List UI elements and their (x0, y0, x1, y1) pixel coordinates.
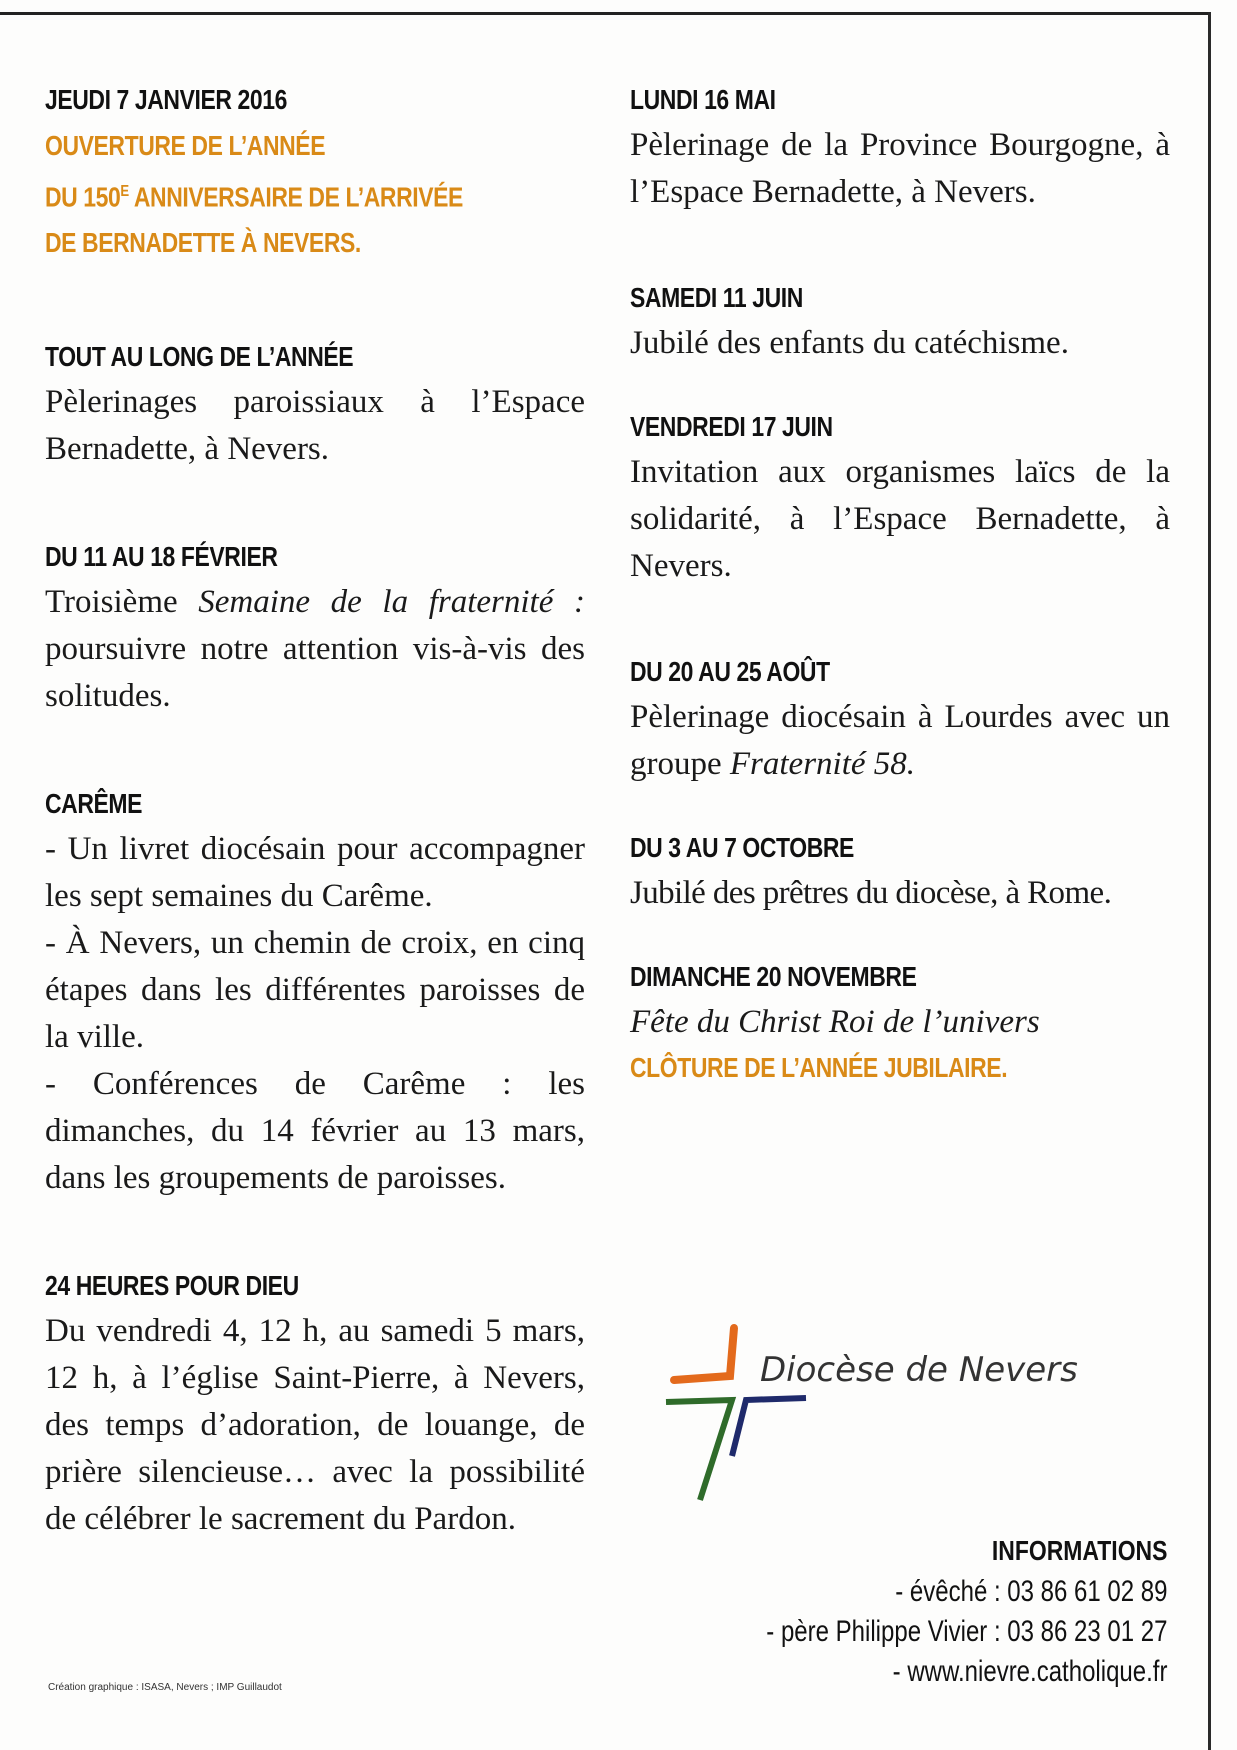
text-italic: Semaine de la fraternité : (198, 584, 585, 621)
event-date: DIMANCHE 20 NOVEMBRE (630, 961, 917, 992)
text-italic: Fraternité 58. (729, 746, 916, 782)
title-prefix: DU 150 (45, 181, 121, 213)
event-text: Pèlerinages paroissiaux à l’Espace Bernadette, à Nevers. (45, 384, 585, 468)
right-column (630, 78, 1170, 1146)
left-column (45, 78, 585, 1599)
top-rule (0, 12, 1210, 15)
event-all-year (45, 335, 585, 473)
orange-stroke (674, 1328, 734, 1380)
event-date: CARÊME (45, 788, 143, 820)
event-may (630, 78, 1170, 216)
event-text: Pèlerinage de la Province Bourgogne, à l’Espace Bernadette, à Nevers. (630, 127, 1170, 210)
event-fraternity-week (45, 535, 585, 720)
event-text: Invitation aux organismes laïcs de la solidarité, à l’Espace Bernadette, à Nevers. (630, 454, 1170, 584)
event-title-line (45, 170, 488, 219)
event-24h (45, 1264, 585, 1543)
green-stroke (666, 1400, 732, 1500)
title-suffix: ANNIVERSAIRE DE L’ARRIVÉE (128, 181, 463, 213)
event-october (630, 826, 1170, 917)
text-part: Troisième (45, 584, 199, 621)
event-date: JEUDI 7 JANVIER 2016 (45, 84, 287, 115)
blue-stroke (732, 1398, 806, 1456)
information-block (666, 1530, 1167, 1692)
info-title: INFORMATIONS (991, 1535, 1167, 1566)
event-date: VENDREDI 17 JUIN (630, 411, 833, 442)
event-lent (45, 782, 585, 1202)
right-rule (1208, 12, 1211, 1750)
event-august (630, 650, 1170, 788)
text-part: poursuivre notre attention vis-à-vis des solitudes. (45, 631, 585, 715)
event-text (630, 694, 1170, 788)
logo-text: Diocèse de Nevers (760, 1350, 1078, 1390)
event-date: DU 20 AU 25 AOÛT (630, 656, 830, 687)
event-date: TOUT AU LONG DE L’ANNÉE (45, 341, 354, 373)
event-june-17 (630, 405, 1170, 590)
event-title-line: OUVERTURE DE L’ANNÉE (45, 130, 326, 161)
event-text-line: - Conférences de Carême : les dimanches, du 14 février au 13 mars, dans les groupements de paroisses. (45, 1066, 585, 1197)
event-date: SAMEDI 11 JUIN (630, 282, 803, 313)
event-title-line: DE BERNADETTE À NEVERS. (45, 227, 361, 259)
event-closing: CLÔTURE DE L’ANNÉE JUBILAIRE. (630, 1052, 1008, 1083)
diocese-logo (660, 1320, 1160, 1520)
event-text-line: - À Nevers, un chemin de croix, en cinq étapes dans les différentes paroisses de la ville. (45, 925, 585, 1056)
event-date: DU 3 AU 7 OCTOBRE (630, 832, 854, 863)
event-opening (45, 78, 585, 265)
event-text: Jubilé des prêtres du diocèse, à Rome. (630, 875, 1112, 911)
event-november (630, 955, 1170, 1090)
info-phone-pere: - père Philippe Vivier : 03 86 23 01 27 (765, 1615, 1167, 1648)
event-text: Du vendredi 4, 12 h, au samedi 5 mars, 12 h, à l’église Saint-Pierre, à Nevers, des temps d’adoration, de louange, de prière silencieuse… avec la possibilité de célébrer le sacrement du Pardon. (45, 1313, 585, 1538)
event-text (45, 579, 585, 720)
text-part: Pèlerinage diocésain à Lourdes avec un groupe (630, 699, 1170, 782)
event-text: Jubilé des enfants du catéchisme. (630, 325, 1069, 361)
info-phone-eveche: - évêché : 03 86 61 02 89 (894, 1575, 1167, 1608)
event-date: 24 HEURES POUR DIEU (45, 1270, 299, 1302)
event-text-line: - Un livret diocésain pour accompagner les sept semaines du Carême. (45, 831, 585, 915)
event-date: DU 11 AU 18 FÉVRIER (45, 541, 278, 573)
info-website: - www.nievre.catholique.fr (892, 1655, 1167, 1688)
superscript: E (120, 183, 129, 200)
event-june-11 (630, 276, 1170, 367)
event-italic-title: Fête du Christ Roi de l’univers (630, 1004, 1040, 1040)
event-date: LUNDI 16 MAI (630, 84, 776, 115)
credits: Création graphique : ISASA, Nevers ; IMP Guillaudot (48, 1682, 282, 1693)
